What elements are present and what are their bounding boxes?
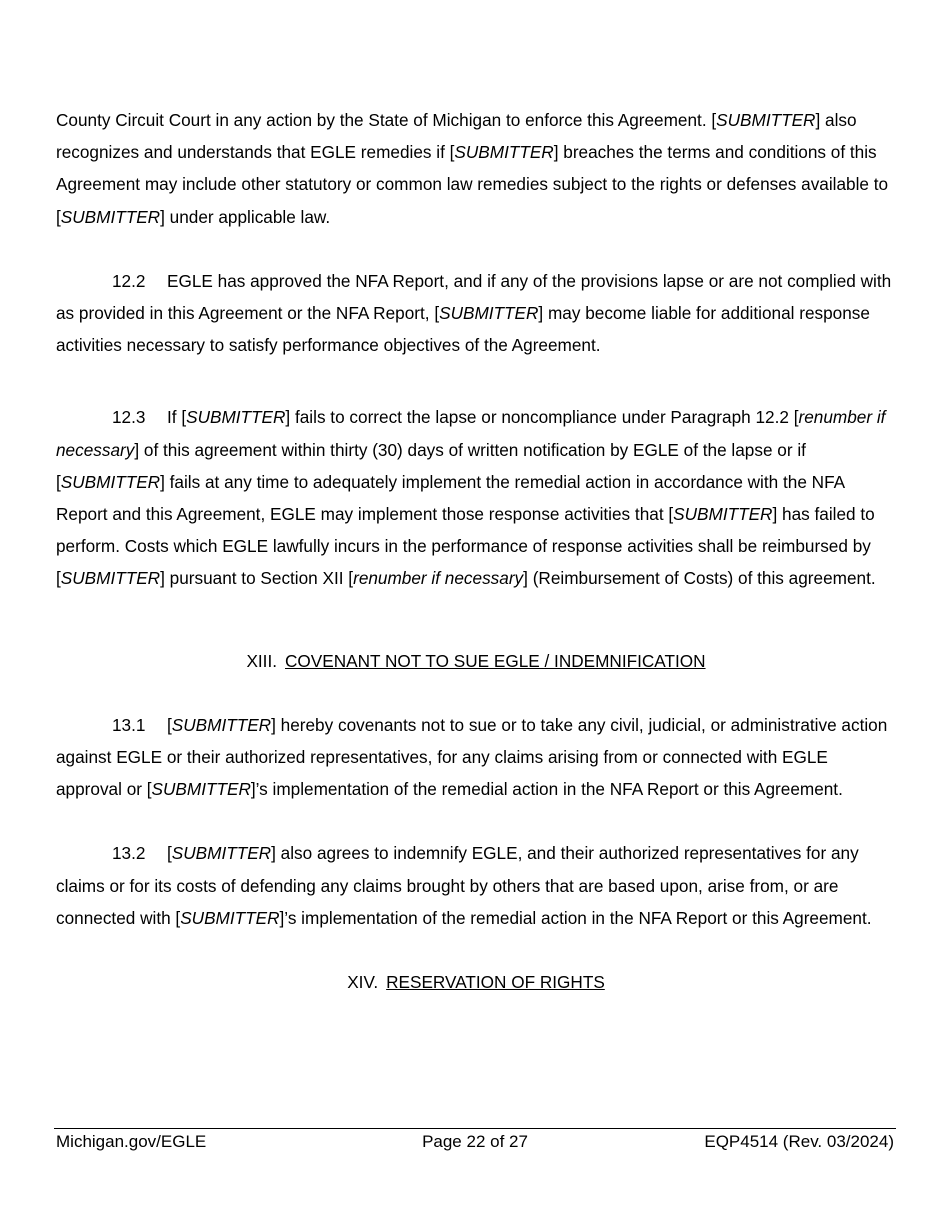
text-segment: If [ [167,407,187,428]
text-segment: ] also agrees to indemnify EGLE, and their authorized representatives for any claims or for its costs of defending any claims brought by others that are based upon, arise from, or are connected with [ [56,843,859,928]
section-number: XIV. [347,972,379,993]
submitter-placeholder: SUBMITTER [454,142,554,163]
text-segment: ]’s implementation of the remedial action in the NFA Report or this Agreement. [250,779,843,800]
submitter-placeholder: SUBMITTER [60,471,161,492]
text-segment: ] pursuant to Section XII [ [160,568,354,589]
renumber-note: renumber if necessary [353,568,524,589]
text-segment: ] fails to correct the lapse or noncompliance under Paragraph 12.2 [ [285,407,799,428]
paragraph-13-2 [56,837,896,934]
text-segment: ] may become liable for additional response activities necessary to satisfy performance objectives of the Agreement. [56,303,870,356]
paragraph-12-2 [56,265,896,362]
section-number: XIII. [246,650,278,671]
section-heading-xiv [56,966,896,998]
paragraph-number: 12.2 [112,270,146,291]
text-segment: ]’s implementation of the remedial action in the NFA Report or this Agreement. [279,907,872,928]
footer-form-number: EQP4514 (Rev. 03/2024) [704,1132,894,1151]
page-footer [56,1128,894,1158]
paragraph-continuation [56,104,896,233]
text-segment: ] has failed to perform. Costs which EGLE lawfully incurs in the performance of response activities shall be reimbursed by [ [56,504,875,589]
text-segment: ] hereby covenants not to sue or to take any civil, judicial, or administrative action against EGLE or their authorized representatives, for any claims arising from or connected with EGLE approval or [ [56,714,888,800]
section-heading-xiii [56,645,896,677]
submitter-placeholder: SUBMITTER [60,206,161,227]
paragraph-number: 13.1 [112,714,146,735]
submitter-placeholder: SUBMITTER [716,110,816,130]
paragraph-12-3 [56,401,896,594]
submitter-placeholder: SUBMITTER [171,843,272,864]
renumber-note: renumber if necessary [56,407,886,460]
submitter-placeholder: SUBMITTER [180,907,280,928]
submitter-placeholder: SUBMITTER [171,714,272,735]
section-title: RESERVATION OF RIGHTS [386,972,605,993]
text-segment: [ [167,714,172,735]
submitter-placeholder: SUBMITTER [439,303,539,324]
footer-website: Michigan.gov/EGLE [56,1132,207,1151]
text-segment: County Circuit Court in any action by the State of Michigan to enforce this Agreement. [ [56,110,717,130]
submitter-placeholder: SUBMITTER [60,568,161,589]
text-segment: ] of this agreement within thirty (30) days of written notification by EGLE of the lapse or if [ [56,439,806,492]
paragraph-number: 12.3 [112,407,146,428]
text-segment: ] (Reimbursement of Costs) of this agreement. [523,568,876,589]
text-segment: [ [167,843,172,864]
footer-page-number: Page 22 of 27 [422,1132,528,1151]
submitter-placeholder: SUBMITTER [673,504,773,525]
paragraph-number: 13.2 [112,843,146,864]
text-segment: ] under applicable law. [160,206,331,227]
submitter-placeholder: SUBMITTER [186,407,286,428]
text-segment: ] breaches the terms and conditions of this Agreement may include other statutory or common law remedies subject to the rights or defenses available to [ [56,142,889,227]
text-segment: EGLE has approved the NFA Report, and if any of the provisions lapse or are not complied with as provided in this Agreement or the NFA Report, [ [56,270,892,324]
text-segment: ] also recognizes and understands that EGLE remedies if [ [56,110,857,163]
document-body [56,104,896,1030]
paragraph-13-1 [56,709,896,806]
text-segment: ] fails at any time to adequately implement the remedial action in accordance with the NFA Report and this Agreement, EGLE may implement those response activities that [ [56,471,845,525]
submitter-placeholder: SUBMITTER [151,779,251,800]
section-title: COVENANT NOT TO SUE EGLE / INDEMNIFICATION [285,650,706,671]
